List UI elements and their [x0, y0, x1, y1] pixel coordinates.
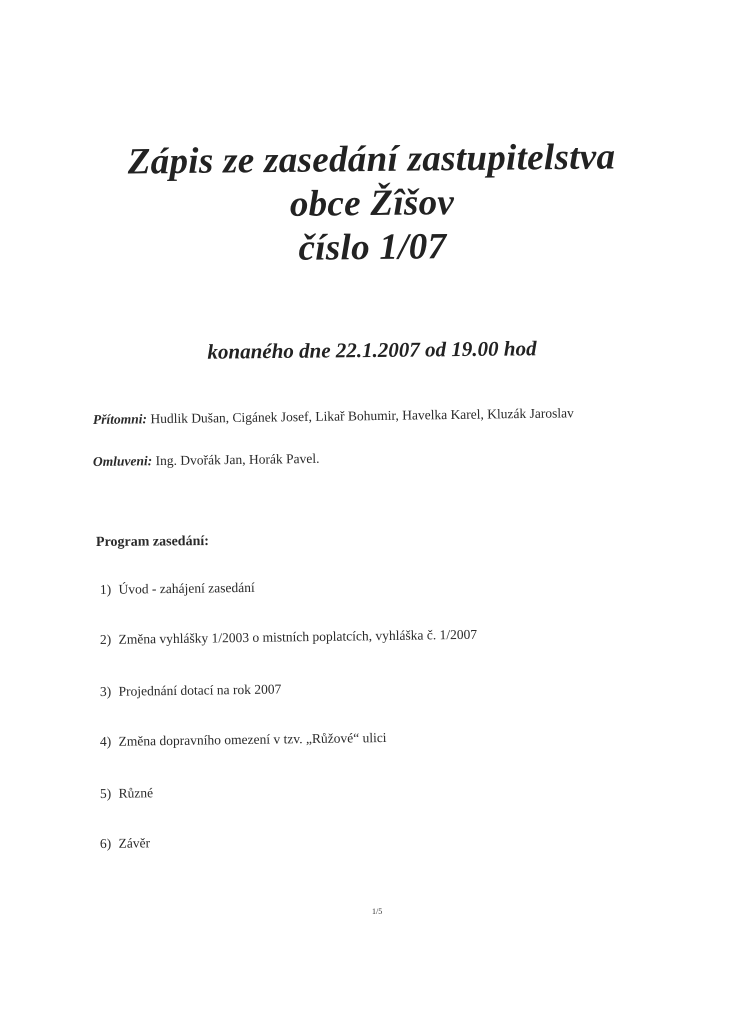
agenda-item-text: Změna vyhlášky 1/2003 o mistních poplatcích, vyhláška č. 1/2007 [118, 626, 478, 647]
program-heading: Program zasedání: [95, 534, 209, 550]
title-line-1: Zápis ze zasedání zastupitelstva [127, 136, 616, 183]
page-number: 1/5 [372, 907, 383, 916]
present-names: Hudlik Dušan, Cigánek Josef, Likař Bohumir, Havelka Karel, Kluzák Jaroslav [150, 405, 574, 427]
meeting-date: konaného dne 22.1.2007 od 19.00 hod [207, 336, 537, 364]
agenda-item [100, 580, 255, 598]
agenda-item-text: Úvod - zahájení zasedání [118, 579, 255, 597]
agenda-item-number: 2) [99, 631, 112, 647]
agenda-item [100, 627, 477, 648]
agenda-item-text: Závěr [118, 835, 151, 851]
agenda-item-text: Různé [118, 785, 154, 801]
agenda-item-number: 5) [99, 785, 112, 801]
agenda-item-text: Změna dopravního omezení v tzv. „Růžové“ ulici [118, 730, 387, 749]
document-title [0, 134, 744, 274]
agenda-item [100, 730, 387, 750]
title-line-2: obce Žîšov [289, 182, 455, 225]
agenda-item-number: 1) [99, 581, 112, 597]
agenda-item [100, 835, 150, 852]
agenda-item-number: 6) [99, 835, 112, 851]
agenda-item-number: 3) [99, 683, 112, 699]
attendees-present [93, 405, 574, 428]
excused-label: Omluveni: [92, 453, 153, 469]
excused-names: Ing. Dvořák Jan, Horák Pavel. [155, 450, 320, 469]
agenda-item-number: 4) [99, 733, 112, 749]
title-line-3: číslo 1/07 [298, 226, 447, 269]
agenda-item-text: Projednání dotací na rok 2007 [118, 681, 282, 699]
present-label: Přítomni: [92, 411, 148, 427]
agenda-item [100, 681, 282, 700]
agenda-item [100, 785, 153, 802]
attendees-excused [93, 451, 320, 470]
